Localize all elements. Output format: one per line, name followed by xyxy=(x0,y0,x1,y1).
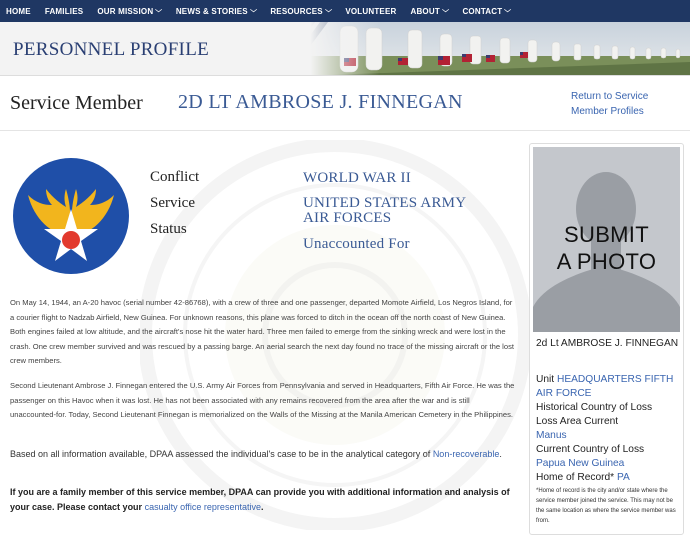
top-navigation xyxy=(0,0,690,22)
nav-item-resources[interactable] xyxy=(270,7,331,16)
loss-area-current-label: Loss Area Current xyxy=(536,416,619,427)
home-of-record-label: Home of Record* xyxy=(536,472,615,483)
status-label: Status xyxy=(150,221,187,237)
army-air-forces-emblem xyxy=(12,157,130,275)
nav-item-news-stories[interactable] xyxy=(176,7,257,16)
nav-item-label: FAMILIES xyxy=(44,6,84,16)
submit-photo-text xyxy=(533,221,680,275)
chevron-down-icon: ⌵ xyxy=(442,7,450,14)
analytical-category-end: . xyxy=(499,449,502,459)
conflict-label: Conflict xyxy=(150,169,200,185)
nav-item-families[interactable] xyxy=(45,7,84,16)
service-member-name: 2D LT AMBROSE J. FINNEGAN xyxy=(178,91,463,113)
nav-item-our-mission[interactable] xyxy=(97,7,162,16)
loss-area-current-value: Manus xyxy=(536,430,567,441)
service-member-label: Service Member xyxy=(10,92,143,114)
unit-value: HEADQUARTERS FIFTH AIR FORCE xyxy=(536,374,674,399)
unit-label: Unit xyxy=(536,374,555,385)
nav-item-home[interactable] xyxy=(6,7,31,16)
page-banner xyxy=(0,22,690,76)
current-country-label: Current Country of Loss xyxy=(536,444,645,455)
analytical-category-paragraph xyxy=(10,447,520,461)
nav-item-volunteer[interactable] xyxy=(345,7,396,16)
service-value-line1: UNITED STATES ARMY xyxy=(303,195,467,211)
chevron-down-icon: ⌵ xyxy=(155,7,163,14)
family-contact-paragraph xyxy=(10,485,520,515)
sidebar-unit xyxy=(536,373,681,401)
status-value: Unaccounted For xyxy=(303,236,410,252)
home-of-record-value: PA xyxy=(616,472,630,483)
nav-item-label: OUR MISSION xyxy=(97,6,154,16)
header-divider xyxy=(0,130,690,131)
submit-photo-line1: SUBMIT xyxy=(564,222,649,247)
member-narrative-paragraph: Second Lieutenant Ambrose J. Finnegan entered the U.S. Army Air Forces from Pennsylvania and served in Headquarters, Fifth Air Force. He was the passenger on this Havoc when it was lost. He has not been associated with any remains recovered from the area after the war and is still unaccounted-for. Today, Second Lieutenant Finnegan is memorialized on the Walls of the Missing at the Manila American Cemetery in the Philippines. xyxy=(10,381,515,420)
chevron-down-icon: ⌵ xyxy=(324,7,333,14)
service-label: Service xyxy=(150,195,195,211)
loss-narrative-paragraph: On May 14, 1944, an A-20 havoc (serial number 42-86768), with a crew of three and one passenger, departed Momote Airfield, Los Negros Island, for a courier flight to Nadzab Airfield, New Guinea. For unknown reasons, this plane was forced to ditch in the ocean off the north coast of New Guinea. Both engines failed at low altitude, and the aircraft's nose hit the water hard. Three men failed to emerge from the sinking wreck and were lost in the crash. One crew member survived and was rescued by a passing barge. An aerial search the next day found no trace of the missing aircraft or the lost crew members. xyxy=(10,298,514,366)
non-recoverable-link[interactable]: Non-recoverable xyxy=(432,449,500,459)
analytical-category-text: Based on all information available, DPAA assessed the individual's case to be in the analytical category of xyxy=(10,449,433,459)
nav-item-label: ABOUT xyxy=(410,6,440,16)
family-contact-end: . xyxy=(260,502,264,512)
profile-sidebar xyxy=(529,143,684,535)
service-value-line2: AIR FORCES xyxy=(303,210,392,226)
current-country-value: Papua New Guinea xyxy=(536,458,625,469)
home-of-record-note: *Home of record is the city and/or state where the service member joined the service. This may not be the same location as where the service member was from. xyxy=(536,488,676,524)
nav-item-contact[interactable] xyxy=(462,7,510,16)
submit-photo-line2: A PHOTO xyxy=(556,249,657,274)
casualty-office-link[interactable]: casualty office representative xyxy=(144,502,261,512)
chevron-down-icon: ⌵ xyxy=(504,7,512,14)
sidebar-member-name: 2d Lt AMBROSE J. FINNEGAN xyxy=(536,338,679,349)
conflict-value: WORLD WAR II xyxy=(303,170,411,186)
home-of-record xyxy=(536,471,681,485)
submit-photo-placeholder[interactable] xyxy=(533,147,680,332)
nav-item-label: NEWS & STORIES xyxy=(175,6,248,16)
nav-item-label: CONTACT xyxy=(462,6,503,16)
nav-item-label: VOLUNTEER xyxy=(345,6,397,16)
banner-title: PERSONNEL PROFILE xyxy=(13,39,209,60)
nav-item-label: HOME xyxy=(6,6,31,16)
nav-item-about[interactable] xyxy=(410,7,448,16)
historical-country-label: Historical Country of Loss xyxy=(536,402,653,413)
chevron-down-icon: ⌵ xyxy=(249,7,258,14)
return-to-profiles-link[interactable]: Return to Service Member Profiles xyxy=(571,91,649,117)
nav-item-label: RESOURCES xyxy=(270,6,323,16)
family-contact-text: If you are a family member of this service member, DPAA can provide you with additional information and analysis of your case. Please contact your xyxy=(10,487,510,512)
